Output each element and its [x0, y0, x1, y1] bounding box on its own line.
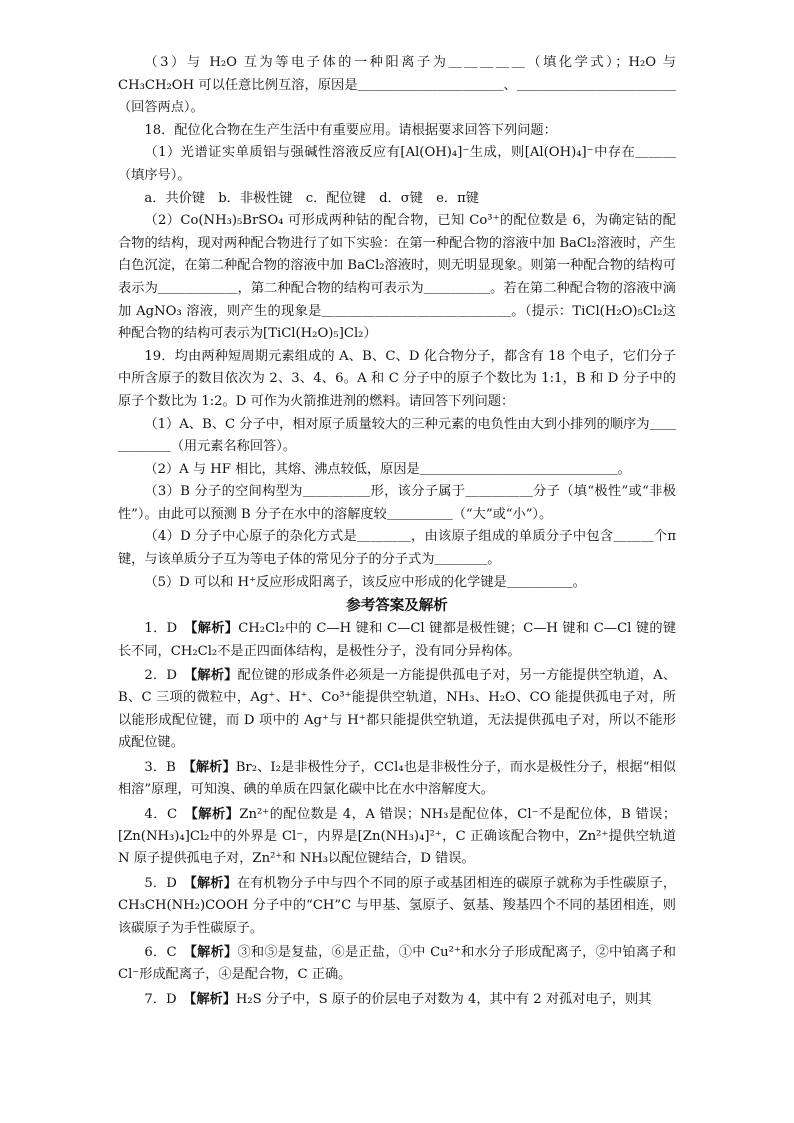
question-19-5: （5）D 可以和 H⁺反应形成阳离子，该反应中形成的化学键是＿＿＿＿＿。	[144, 574, 586, 590]
answer-number: 6．C	[144, 944, 177, 960]
answer-number: 3．B	[144, 759, 176, 775]
answer-number: 4．C	[144, 806, 178, 822]
question-19-intro: 19．均由两种短周期元素组成的 A、B、C、D 化合物分子，都含有 18 个电子，它们分子中所含原子的数目依次为 2、3、4、6。A 和 C 分子中的原子个数比为 1:1，B 和 D 分子中的原子个数比为 1:2。D 可作为火箭推进剂的燃料。请回答下列问题：	[118, 348, 676, 409]
question-17-3: （3）与 H₂O 互为等电子体的一种阳离子为＿＿＿＿＿（填化学式）；H₂O 与 CH₃CH₂OH 可以任意比例互溶，原因是＿＿＿＿＿＿＿＿＿＿＿、＿＿＿＿＿＿＿＿＿＿＿＿（回答两点）。	[118, 55, 676, 116]
question-19-3: （3）B 分子的空间构型为＿＿＿＿＿形，该分子属于＿＿＿＿＿分子（填“极性”或“非极性”）。由此可以预测 B 分子在水中的溶解度较＿＿＿＿＿（“大”或“小”）。	[118, 484, 676, 522]
answer-item	[118, 804, 676, 871]
analysis-tag: 【解析】	[190, 621, 239, 637]
question-18-2: （2）Co(NH₃)₅BrSO₄ 可形成两种钴的配合物，已知 Co³⁺的配位数是 6，为确定钴的配合物的结构，现对两种配合物进行了如下实验：在第一种配合物的溶液中加 BaCl₂溶液时，产生白色沉淀，在第二种配合物的溶液中加 BaCl₂溶液时，则无明显现象。则第一种配合物的结构可表示为＿＿＿＿＿＿，第二种配合物的结构可表示为＿＿＿＿＿。若在第二种配合物的溶液中滴加 AgNO₃ 溶液，则产生的现象是＿＿＿＿＿＿＿＿＿＿＿＿＿＿。（提示：TiCl(H₂O)₅Cl₂这种配合物的结构可表示为[TiCl(H₂O)₅]Cl₂）	[118, 213, 676, 342]
question-19-2: （2）A 与 HF 相比，其熔、沸点较低，原因是＿＿＿＿＿＿＿＿＿＿＿＿＿＿＿。	[144, 461, 631, 477]
answer-item	[118, 873, 676, 940]
answer-number: 2．D	[144, 668, 177, 684]
answer-item	[118, 618, 676, 663]
answer-item	[118, 757, 676, 802]
answer-number: 5．D	[144, 875, 177, 891]
question-18-1-options: a．共价键 b．非极性键 c．配位键 d．σ键 e．π键	[144, 190, 479, 206]
analysis-tag: 【解析】	[189, 759, 236, 775]
answer-item	[118, 942, 676, 987]
analysis-tag: 【解析】	[190, 875, 237, 891]
question-19-1: （1）A、B、C 分子中，相对原子质量较大的三种元素的电负性由大到小排列的顺序为＿＿＿＿＿＿（用元素名称回答）。	[118, 416, 676, 455]
answer-text: 在有机物分子中与四个不同的原子或基团相连的碳原子就称为手性碳原子，CH₃CH(NH₂)COOH 分子中的“CH”C 与甲基、氢原子、氨基、羧基四个不同的基团相连，则该碳原子为手性碳原子。	[118, 875, 677, 936]
answer-text: 配位键的形成条件必须是一方能提供孤电子对，另一方能提供空轨道，A、B、C 三项的微粒中，Ag⁺、H⁺、Co³⁺能提供空轨道，NH₃、H₂O、CO 能提供孤电子对，所以能形成配位键，而 D 项中的 Ag⁺与 H⁺都只能提供空轨道，无法提供孤电子对，所以不能形成配位键。	[118, 668, 677, 751]
analysis-tag: 【解析】	[190, 668, 238, 684]
answer-number: 7．D	[144, 991, 177, 1007]
question-18-intro: 18．配位化合物在生产生活中有重要应用。请根据要求回答下列问题：	[144, 122, 557, 138]
analysis-tag: 【解析】	[190, 944, 238, 960]
answers-list	[118, 618, 676, 1011]
answer-item	[118, 989, 676, 1011]
analysis-tag: 【解析】	[189, 991, 236, 1007]
answer-text: Zn²⁺的配位数是 4，A 错误；NH₃是配位体，Cl⁻不是配位体，B 错误；[Zn(NH₃)₄]Cl₂中的外界是 Cl⁻，内界是[Zn(NH₃)₄]²⁺，C 正确该配合物中，Zn²⁺提供空轨道 N 原子提供孤电子对，Zn²⁺和 NH₃以配位键结合，D 错误。	[118, 806, 677, 867]
exam-page	[118, 52, 676, 1011]
answers-title: 参考答案及解析	[346, 597, 448, 615]
answer-text: CH₂Cl₂中的 C—H 键和 C—Cl 键都是极性键；C—H 键和 C—Cl 键的键长不同，CH₂Cl₂不是正四面体结构，是极性分子，没有同分异构体。	[118, 621, 677, 659]
answer-text: H₂S 分子中，S 原子的价层电子对数为 4，其中有 2 对孤对电子，则其	[235, 991, 652, 1007]
answer-text: Br₂、I₂是非极性分子，CCl₄也是非极性分子，而水是极性分子，根据“相似相溶”原理，可知溴、碘的单质在四氯化碳中比在水中溶解度大。	[118, 759, 676, 798]
analysis-tag: 【解析】	[191, 806, 240, 822]
answer-item	[118, 665, 676, 755]
answer-number: 1．D	[144, 621, 178, 637]
answer-text: ③和⑤是复盐，⑥是正盐，①中 Cu²⁺和水分子形成配离子，②中铂离子和 Cl⁻形成配离子，④是配合物，C 正确。	[118, 944, 676, 983]
question-19-4: （4）D 分子中心原子的杂化方式是＿＿＿＿，由该原子组成的单质分子中包含＿＿＿个π键，与该单质分子互为等电子体的常见分子的分子式为＿＿＿＿。	[118, 529, 676, 568]
question-18-1: （1）光谱证实单质铝与强碱性溶液反应有[Al(OH)₄]⁻生成，则[Al(OH)₄]⁻中存在＿＿＿（填序号）。	[118, 145, 676, 183]
